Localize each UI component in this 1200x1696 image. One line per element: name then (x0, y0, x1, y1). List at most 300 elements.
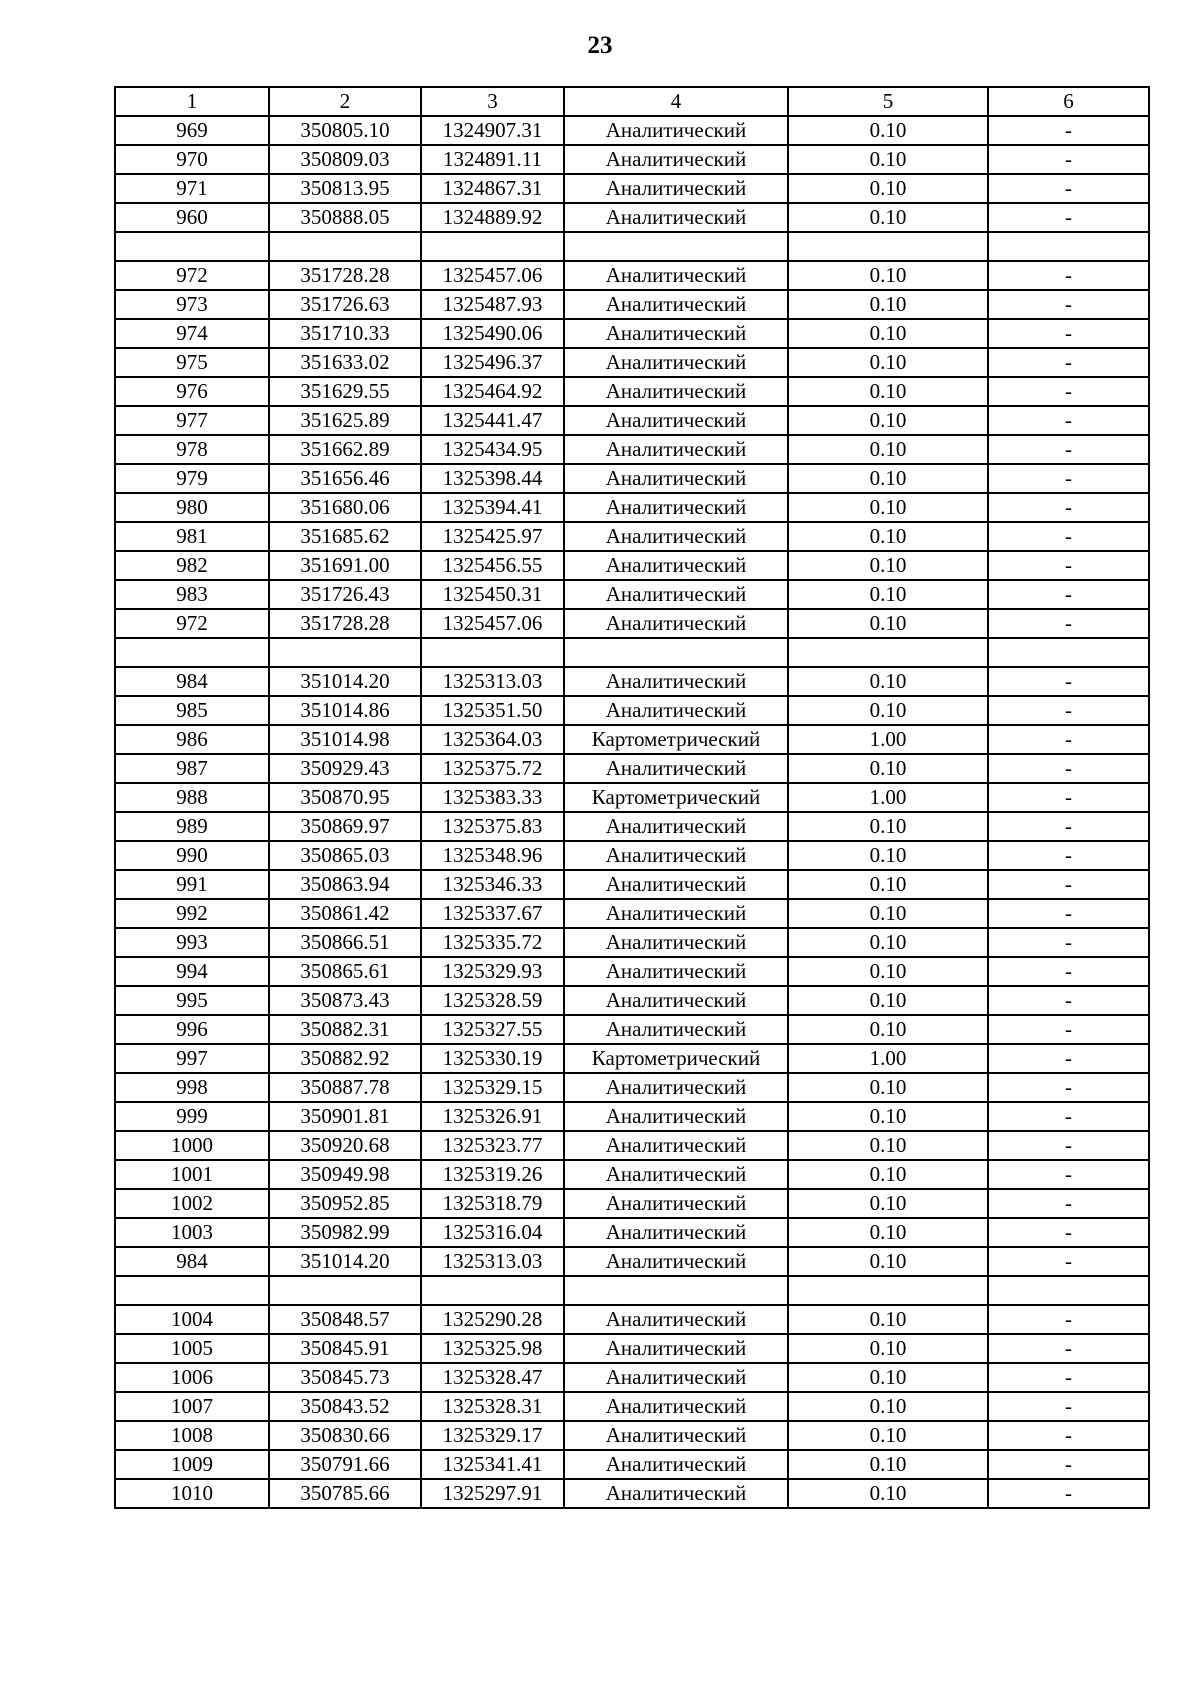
method-cell: Картометрический (564, 1044, 788, 1073)
method-cell: Аналитический (564, 1450, 788, 1479)
y-coordinate-cell (421, 1276, 564, 1305)
accuracy-cell: 0.10 (788, 1073, 988, 1102)
method-cell: Аналитический (564, 406, 788, 435)
y-coordinate-cell: 1325327.55 (421, 1015, 564, 1044)
y-coordinate-cell: 1325450.31 (421, 580, 564, 609)
accuracy-cell: 0.10 (788, 928, 988, 957)
x-coordinate-cell: 351014.98 (269, 725, 421, 754)
method-cell: Аналитический (564, 1421, 788, 1450)
point-number-cell: 974 (115, 319, 269, 348)
y-coordinate-cell: 1325364.03 (421, 725, 564, 754)
note-cell: - (988, 290, 1149, 319)
note-cell: - (988, 1131, 1149, 1160)
table-row (115, 725, 1149, 754)
y-coordinate-cell: 1325325.98 (421, 1334, 564, 1363)
point-number-cell: 991 (115, 870, 269, 899)
y-coordinate-cell: 1325456.55 (421, 551, 564, 580)
column-header: 2 (269, 87, 421, 116)
accuracy-cell: 1.00 (788, 783, 988, 812)
note-cell: - (988, 377, 1149, 406)
coordinates-table-body (115, 87, 1149, 1508)
table-row (115, 638, 1149, 667)
point-number-cell: 973 (115, 290, 269, 319)
y-coordinate-cell: 1325496.37 (421, 348, 564, 377)
note-cell: - (988, 522, 1149, 551)
table-row (115, 957, 1149, 986)
method-cell: Аналитический (564, 1015, 788, 1044)
method-cell: Аналитический (564, 145, 788, 174)
accuracy-cell: 0.10 (788, 609, 988, 638)
table-row (115, 1015, 1149, 1044)
y-coordinate-cell: 1325487.93 (421, 290, 564, 319)
method-cell: Аналитический (564, 667, 788, 696)
method-cell: Аналитический (564, 348, 788, 377)
y-coordinate-cell: 1325337.67 (421, 899, 564, 928)
table-row (115, 174, 1149, 203)
x-coordinate-cell: 350901.81 (269, 1102, 421, 1131)
x-coordinate-cell: 350813.95 (269, 174, 421, 203)
note-cell: - (988, 783, 1149, 812)
table-row (115, 145, 1149, 174)
point-number-cell: 977 (115, 406, 269, 435)
accuracy-cell: 0.10 (788, 435, 988, 464)
point-number-cell: 993 (115, 928, 269, 957)
x-coordinate-cell: 351710.33 (269, 319, 421, 348)
method-cell: Аналитический (564, 493, 788, 522)
note-cell: - (988, 1218, 1149, 1247)
point-number-cell: 982 (115, 551, 269, 580)
x-coordinate-cell: 351680.06 (269, 493, 421, 522)
point-number-cell: 970 (115, 145, 269, 174)
method-cell: Аналитический (564, 1131, 788, 1160)
x-coordinate-cell: 351726.43 (269, 580, 421, 609)
table-row (115, 464, 1149, 493)
y-coordinate-cell: 1325313.03 (421, 667, 564, 696)
point-number-cell: 995 (115, 986, 269, 1015)
x-coordinate-cell: 350929.43 (269, 754, 421, 783)
x-coordinate-cell: 350785.66 (269, 1479, 421, 1508)
point-number-cell: 972 (115, 609, 269, 638)
table-row (115, 1392, 1149, 1421)
table-row (115, 1421, 1149, 1450)
point-number-cell: 990 (115, 841, 269, 870)
point-number-cell: 972 (115, 261, 269, 290)
table-row (115, 435, 1149, 464)
y-coordinate-cell: 1325318.79 (421, 1189, 564, 1218)
method-cell: Аналитический (564, 261, 788, 290)
table-row (115, 928, 1149, 957)
note-cell: - (988, 754, 1149, 783)
x-coordinate-cell: 350888.05 (269, 203, 421, 232)
table-row (115, 754, 1149, 783)
accuracy-cell: 0.10 (788, 1450, 988, 1479)
x-coordinate-cell: 351726.63 (269, 290, 421, 319)
y-coordinate-cell: 1325319.26 (421, 1160, 564, 1189)
point-number-cell: 984 (115, 1247, 269, 1276)
table-row (115, 116, 1149, 145)
x-coordinate-cell: 350865.61 (269, 957, 421, 986)
table-row (115, 493, 1149, 522)
point-number-cell: 1007 (115, 1392, 269, 1421)
accuracy-cell: 0.10 (788, 1247, 988, 1276)
point-number-cell: 980 (115, 493, 269, 522)
accuracy-cell: 0.10 (788, 580, 988, 609)
x-coordinate-cell: 351662.89 (269, 435, 421, 464)
point-number-cell: 999 (115, 1102, 269, 1131)
note-cell: - (988, 1160, 1149, 1189)
method-cell (564, 638, 788, 667)
point-number-cell: 1001 (115, 1160, 269, 1189)
x-coordinate-cell: 350845.91 (269, 1334, 421, 1363)
y-coordinate-cell: 1325323.77 (421, 1131, 564, 1160)
x-coordinate-cell: 351633.02 (269, 348, 421, 377)
x-coordinate-cell: 350887.78 (269, 1073, 421, 1102)
accuracy-cell: 0.10 (788, 203, 988, 232)
table-row (115, 1276, 1149, 1305)
x-coordinate-cell: 351014.86 (269, 696, 421, 725)
note-cell: - (988, 1102, 1149, 1131)
note-cell: - (988, 116, 1149, 145)
method-cell: Картометрический (564, 783, 788, 812)
accuracy-cell: 0.10 (788, 812, 988, 841)
note-cell: - (988, 1392, 1149, 1421)
note-cell (988, 1276, 1149, 1305)
point-number-cell: 985 (115, 696, 269, 725)
table-row (115, 667, 1149, 696)
accuracy-cell: 0.10 (788, 493, 988, 522)
method-cell: Аналитический (564, 1479, 788, 1508)
point-number-cell: 979 (115, 464, 269, 493)
y-coordinate-cell (421, 638, 564, 667)
point-number-cell: 1003 (115, 1218, 269, 1247)
x-coordinate-cell: 350882.92 (269, 1044, 421, 1073)
method-cell: Аналитический (564, 899, 788, 928)
note-cell: - (988, 493, 1149, 522)
y-coordinate-cell: 1325313.03 (421, 1247, 564, 1276)
x-coordinate-cell: 350982.99 (269, 1218, 421, 1247)
note-cell: - (988, 609, 1149, 638)
accuracy-cell (788, 232, 988, 261)
y-coordinate-cell: 1325328.59 (421, 986, 564, 1015)
method-cell: Аналитический (564, 1189, 788, 1218)
table-row (115, 1363, 1149, 1392)
method-cell: Аналитический (564, 551, 788, 580)
point-number-cell: 976 (115, 377, 269, 406)
point-number-cell: 1010 (115, 1479, 269, 1508)
accuracy-cell: 0.10 (788, 1334, 988, 1363)
method-cell: Аналитический (564, 1363, 788, 1392)
accuracy-cell: 0.10 (788, 1421, 988, 1450)
method-cell: Аналитический (564, 1073, 788, 1102)
accuracy-cell: 0.10 (788, 1479, 988, 1508)
x-coordinate-cell: 351728.28 (269, 609, 421, 638)
table-row (115, 986, 1149, 1015)
table-row (115, 580, 1149, 609)
accuracy-cell: 0.10 (788, 406, 988, 435)
point-number-cell: 1004 (115, 1305, 269, 1334)
point-number-cell: 981 (115, 522, 269, 551)
table-row (115, 841, 1149, 870)
accuracy-cell: 0.10 (788, 1189, 988, 1218)
y-coordinate-cell: 1324907.31 (421, 116, 564, 145)
x-coordinate-cell: 351014.20 (269, 667, 421, 696)
y-coordinate-cell (421, 232, 564, 261)
method-cell: Аналитический (564, 580, 788, 609)
y-coordinate-cell: 1324891.11 (421, 145, 564, 174)
method-cell: Аналитический (564, 1218, 788, 1247)
point-number-cell (115, 1276, 269, 1305)
note-cell: - (988, 957, 1149, 986)
method-cell (564, 232, 788, 261)
accuracy-cell: 0.10 (788, 870, 988, 899)
x-coordinate-cell: 351691.00 (269, 551, 421, 580)
note-cell: - (988, 1479, 1149, 1508)
note-cell: - (988, 1421, 1149, 1450)
method-cell: Аналитический (564, 1305, 788, 1334)
x-coordinate-cell: 350920.68 (269, 1131, 421, 1160)
y-coordinate-cell: 1325457.06 (421, 609, 564, 638)
y-coordinate-cell: 1325335.72 (421, 928, 564, 957)
y-coordinate-cell: 1325464.92 (421, 377, 564, 406)
note-cell: - (988, 1305, 1149, 1334)
y-coordinate-cell: 1325351.50 (421, 696, 564, 725)
accuracy-cell: 0.10 (788, 1218, 988, 1247)
note-cell: - (988, 928, 1149, 957)
point-number-cell: 997 (115, 1044, 269, 1073)
accuracy-cell: 0.10 (788, 986, 988, 1015)
point-number-cell: 1009 (115, 1450, 269, 1479)
point-number-cell: 1002 (115, 1189, 269, 1218)
table-row (115, 522, 1149, 551)
y-coordinate-cell: 1325329.15 (421, 1073, 564, 1102)
note-cell: - (988, 725, 1149, 754)
table-row (115, 1334, 1149, 1363)
x-coordinate-cell: 350843.52 (269, 1392, 421, 1421)
x-coordinate-cell: 351685.62 (269, 522, 421, 551)
note-cell: - (988, 203, 1149, 232)
point-number-cell: 983 (115, 580, 269, 609)
column-header: 5 (788, 87, 988, 116)
point-number-cell: 989 (115, 812, 269, 841)
method-cell: Аналитический (564, 1160, 788, 1189)
table-header-row (115, 87, 1149, 116)
page-number: 23 (587, 32, 613, 59)
accuracy-cell: 0.10 (788, 1363, 988, 1392)
accuracy-cell: 0.10 (788, 522, 988, 551)
table-row (115, 232, 1149, 261)
method-cell: Аналитический (564, 290, 788, 319)
y-coordinate-cell: 1325425.97 (421, 522, 564, 551)
table-row (115, 406, 1149, 435)
accuracy-cell: 0.10 (788, 667, 988, 696)
table-row (115, 812, 1149, 841)
x-coordinate-cell: 350845.73 (269, 1363, 421, 1392)
note-cell: - (988, 406, 1149, 435)
y-coordinate-cell: 1325290.28 (421, 1305, 564, 1334)
accuracy-cell: 0.10 (788, 1131, 988, 1160)
point-number-cell: 978 (115, 435, 269, 464)
point-number-cell: 994 (115, 957, 269, 986)
note-cell: - (988, 1247, 1149, 1276)
method-cell: Аналитический (564, 522, 788, 551)
note-cell: - (988, 1363, 1149, 1392)
y-coordinate-cell: 1325375.72 (421, 754, 564, 783)
note-cell: - (988, 145, 1149, 174)
method-cell: Аналитический (564, 957, 788, 986)
method-cell: Аналитический (564, 870, 788, 899)
accuracy-cell: 0.10 (788, 319, 988, 348)
x-coordinate-cell (269, 232, 421, 261)
x-coordinate-cell: 350791.66 (269, 1450, 421, 1479)
method-cell: Аналитический (564, 464, 788, 493)
method-cell (564, 1276, 788, 1305)
y-coordinate-cell: 1325330.19 (421, 1044, 564, 1073)
accuracy-cell: 0.10 (788, 696, 988, 725)
x-coordinate-cell: 351728.28 (269, 261, 421, 290)
x-coordinate-cell: 351629.55 (269, 377, 421, 406)
method-cell: Аналитический (564, 377, 788, 406)
method-cell: Аналитический (564, 1102, 788, 1131)
note-cell: - (988, 261, 1149, 290)
note-cell: - (988, 1073, 1149, 1102)
y-coordinate-cell: 1325375.83 (421, 812, 564, 841)
note-cell: - (988, 1189, 1149, 1218)
column-header: 1 (115, 87, 269, 116)
y-coordinate-cell: 1325457.06 (421, 261, 564, 290)
point-number-cell: 1008 (115, 1421, 269, 1450)
x-coordinate-cell (269, 1276, 421, 1305)
note-cell: - (988, 435, 1149, 464)
point-number-cell: 996 (115, 1015, 269, 1044)
accuracy-cell: 0.10 (788, 1305, 988, 1334)
method-cell: Аналитический (564, 812, 788, 841)
point-number-cell: 975 (115, 348, 269, 377)
table-row (115, 551, 1149, 580)
y-coordinate-cell: 1325346.33 (421, 870, 564, 899)
table-row (115, 870, 1149, 899)
method-cell: Аналитический (564, 319, 788, 348)
point-number-cell: 987 (115, 754, 269, 783)
table-row (115, 1160, 1149, 1189)
note-cell (988, 638, 1149, 667)
accuracy-cell: 0.10 (788, 1102, 988, 1131)
table-row (115, 348, 1149, 377)
accuracy-cell: 0.10 (788, 1015, 988, 1044)
method-cell: Аналитический (564, 1334, 788, 1363)
table-row (115, 319, 1149, 348)
table-row (115, 290, 1149, 319)
table-row (115, 1189, 1149, 1218)
y-coordinate-cell: 1325383.33 (421, 783, 564, 812)
x-coordinate-cell: 350873.43 (269, 986, 421, 1015)
y-coordinate-cell: 1325297.91 (421, 1479, 564, 1508)
accuracy-cell: 0.10 (788, 841, 988, 870)
note-cell: - (988, 899, 1149, 928)
x-coordinate-cell: 350866.51 (269, 928, 421, 957)
y-coordinate-cell: 1325328.47 (421, 1363, 564, 1392)
accuracy-cell: 0.10 (788, 551, 988, 580)
accuracy-cell: 0.10 (788, 174, 988, 203)
method-cell: Аналитический (564, 841, 788, 870)
table-row (115, 783, 1149, 812)
table-row (115, 1044, 1149, 1073)
method-cell: Аналитический (564, 986, 788, 1015)
note-cell: - (988, 1334, 1149, 1363)
note-cell: - (988, 1044, 1149, 1073)
method-cell: Картометрический (564, 725, 788, 754)
y-coordinate-cell: 1324867.31 (421, 174, 564, 203)
x-coordinate-cell: 350949.98 (269, 1160, 421, 1189)
note-cell: - (988, 986, 1149, 1015)
point-number-cell: 984 (115, 667, 269, 696)
accuracy-cell: 0.10 (788, 261, 988, 290)
accuracy-cell: 0.10 (788, 1160, 988, 1189)
point-number-cell (115, 232, 269, 261)
note-cell: - (988, 667, 1149, 696)
x-coordinate-cell: 350848.57 (269, 1305, 421, 1334)
note-cell: - (988, 551, 1149, 580)
accuracy-cell: 1.00 (788, 725, 988, 754)
note-cell: - (988, 841, 1149, 870)
accuracy-cell: 1.00 (788, 1044, 988, 1073)
note-cell: - (988, 1450, 1149, 1479)
accuracy-cell: 0.10 (788, 464, 988, 493)
y-coordinate-cell: 1325441.47 (421, 406, 564, 435)
accuracy-cell (788, 638, 988, 667)
method-cell: Аналитический (564, 174, 788, 203)
y-coordinate-cell: 1325490.06 (421, 319, 564, 348)
table-row (115, 609, 1149, 638)
table-row (115, 1305, 1149, 1334)
note-cell: - (988, 348, 1149, 377)
y-coordinate-cell: 1325341.41 (421, 1450, 564, 1479)
point-number-cell: 998 (115, 1073, 269, 1102)
y-coordinate-cell: 1325394.41 (421, 493, 564, 522)
table-row (115, 377, 1149, 406)
table-row (115, 261, 1149, 290)
x-coordinate-cell: 350809.03 (269, 145, 421, 174)
x-coordinate-cell: 350863.94 (269, 870, 421, 899)
table-row (115, 203, 1149, 232)
table-row (115, 1073, 1149, 1102)
table-row (115, 696, 1149, 725)
y-coordinate-cell: 1325326.91 (421, 1102, 564, 1131)
y-coordinate-cell: 1325329.17 (421, 1421, 564, 1450)
accuracy-cell: 0.10 (788, 116, 988, 145)
method-cell: Аналитический (564, 928, 788, 957)
note-cell: - (988, 174, 1149, 203)
method-cell: Аналитический (564, 116, 788, 145)
x-coordinate-cell: 350861.42 (269, 899, 421, 928)
table-row (115, 899, 1149, 928)
accuracy-cell: 0.10 (788, 754, 988, 783)
accuracy-cell: 0.10 (788, 348, 988, 377)
point-number-cell: 969 (115, 116, 269, 145)
x-coordinate-cell: 350869.97 (269, 812, 421, 841)
method-cell: Аналитический (564, 435, 788, 464)
y-coordinate-cell: 1325434.95 (421, 435, 564, 464)
accuracy-cell (788, 1276, 988, 1305)
x-coordinate-cell: 350830.66 (269, 1421, 421, 1450)
y-coordinate-cell: 1325329.93 (421, 957, 564, 986)
x-coordinate-cell (269, 638, 421, 667)
method-cell: Аналитический (564, 754, 788, 783)
table-row (115, 1218, 1149, 1247)
y-coordinate-cell: 1325348.96 (421, 841, 564, 870)
accuracy-cell: 0.10 (788, 377, 988, 406)
method-cell: Аналитический (564, 609, 788, 638)
note-cell: - (988, 580, 1149, 609)
